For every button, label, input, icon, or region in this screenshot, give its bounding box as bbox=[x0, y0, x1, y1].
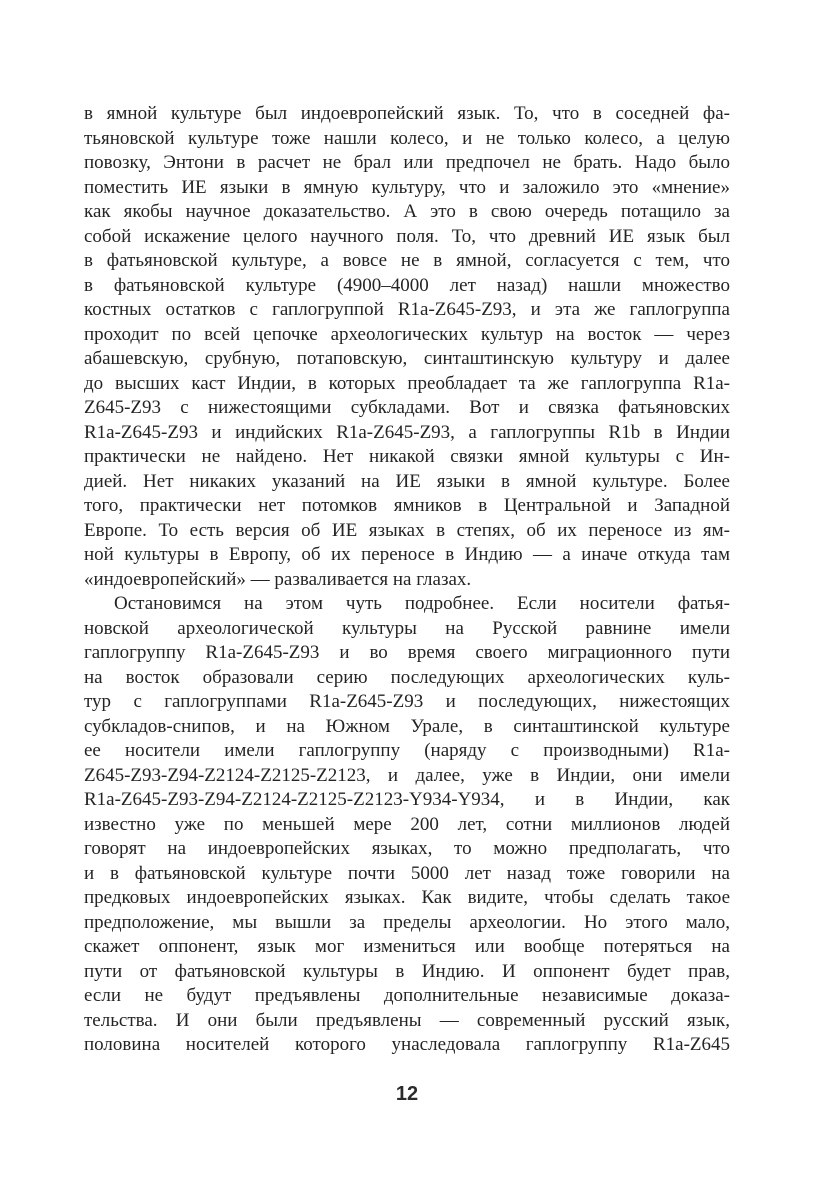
text-line: на восток образовали серию последующих археологических куль- bbox=[84, 666, 730, 688]
text-line: в ямной культуре был индоевропейский язык. То, что в соседней фа- bbox=[84, 103, 730, 124]
text-line: новской археологической культуры на Русской равнине имели bbox=[84, 617, 730, 639]
text-line: ее носители имели гаплогруппу (наряду с производными) R1a- bbox=[84, 740, 730, 761]
text-line: абашевскую, срубную, потаповскую, синташтинскую культуру и далее bbox=[84, 348, 730, 369]
text-line: R1a-Z645-Z93 и индийских R1a-Z645-Z93, а гаплогруппы R1b в Индии bbox=[84, 421, 730, 443]
text-content bbox=[84, 102, 730, 1058]
text-line: тельства. И они были предъявлены — современный русский язык, bbox=[84, 1009, 730, 1031]
text-line: того, практически нет потомков ямников в Центральной и Западной bbox=[84, 495, 730, 516]
text-line: «индоевропейский» — разваливается на глазах. bbox=[84, 568, 472, 590]
text-line: проходит по всей цепочке археологических культур на восток — через bbox=[84, 323, 730, 345]
text-line: R1a-Z645-Z93-Z94-Z2124-Z2125-Z2123-Y934-Y934, и в Индии, как bbox=[84, 789, 730, 810]
text-line: собой искажение целого научного поля. То, что древний ИЕ язык был bbox=[84, 225, 730, 247]
text-line: если не будут предъявлены дополнительные независимые доказа- bbox=[84, 985, 730, 1006]
text-line: предковых индоевропейских языках. Как видите, чтобы сделать такое bbox=[84, 887, 730, 908]
text-line: тур с гаплогруппами R1a-Z645-Z93 и последующих, нижестоящих bbox=[84, 691, 730, 712]
text-line: половина носителей которого унаследовала гаплогруппу R1a-Z645 bbox=[84, 1034, 730, 1055]
text-line: Z645-Z93-Z94-Z2124-Z2125-Z2123, и далее, уже в Индии, они имели bbox=[84, 764, 730, 786]
text-line: Европе. То есть версия об ИЕ языках в степях, об их переносе из ям- bbox=[84, 519, 730, 541]
text-line: пути от фатьяновской культуры в Индию. И оппонент будет прав, bbox=[84, 960, 730, 982]
text-line: предположение, мы вышли за пределы археологии. Но этого мало, bbox=[84, 911, 730, 933]
text-line: как якобы научное доказательство. А это в свою очередь потащило за bbox=[84, 201, 730, 222]
text-line: в фатьяновской культуре, а вовсе не в ямной, согласуется с тем, что bbox=[84, 250, 730, 271]
text-line: дией. Нет никаких указаний на ИЕ языки в ямной культуре. Более bbox=[84, 470, 730, 492]
page-number: 12 bbox=[395, 1083, 419, 1105]
text-line: в фатьяновской культуре (4900–4000 лет назад) нашли множество bbox=[84, 274, 730, 296]
text-line: Остановимся на этом чуть подробнее. Если носители фатья- bbox=[114, 593, 730, 614]
text-line: практически не найдено. Нет никакой связки ямной культуры с Ин- bbox=[84, 446, 730, 467]
text-line: тьяновской культуре тоже нашли колесо, и не только колесо, а целую bbox=[84, 127, 730, 149]
text-line: субкладов-снипов, и на Южном Урале, в синташтинской культуре bbox=[84, 715, 730, 737]
text-line: говорят на индоевропейских языках, то можно предполагать, что bbox=[84, 838, 730, 859]
text-line: гаплогруппу R1a-Z645-Z93 и во время своего миграционного пути bbox=[84, 642, 730, 663]
text-line: Z645-Z93 с нижестоящими субкладами. Вот и связка фатьяновских bbox=[84, 397, 730, 418]
text-line: костных остатков с гаплогруппой R1a-Z645-Z93, и эта же гаплогруппа bbox=[84, 299, 730, 320]
text-line: повозку, Энтони в расчет не брал или предпочел не брать. Надо было bbox=[84, 152, 730, 173]
text-line: поместить ИЕ языки в ямную культуру, что и заложило это «мнение» bbox=[84, 176, 730, 198]
text-line: ной культуры в Европу, об их переносе в Индию — а иначе откуда там bbox=[84, 544, 730, 565]
text-line: скажет оппонент, язык мог измениться или вообще потеряться на bbox=[84, 936, 730, 957]
text-line: и в фатьяновской культуре почти 5000 лет назад тоже говорили на bbox=[84, 862, 730, 884]
text-line: известно уже по меньшей мере 200 лет, сотни миллионов людей bbox=[84, 813, 730, 835]
text-line: до высших каст Индии, в которых преобладает та же гаплогруппа R1a- bbox=[84, 372, 730, 394]
